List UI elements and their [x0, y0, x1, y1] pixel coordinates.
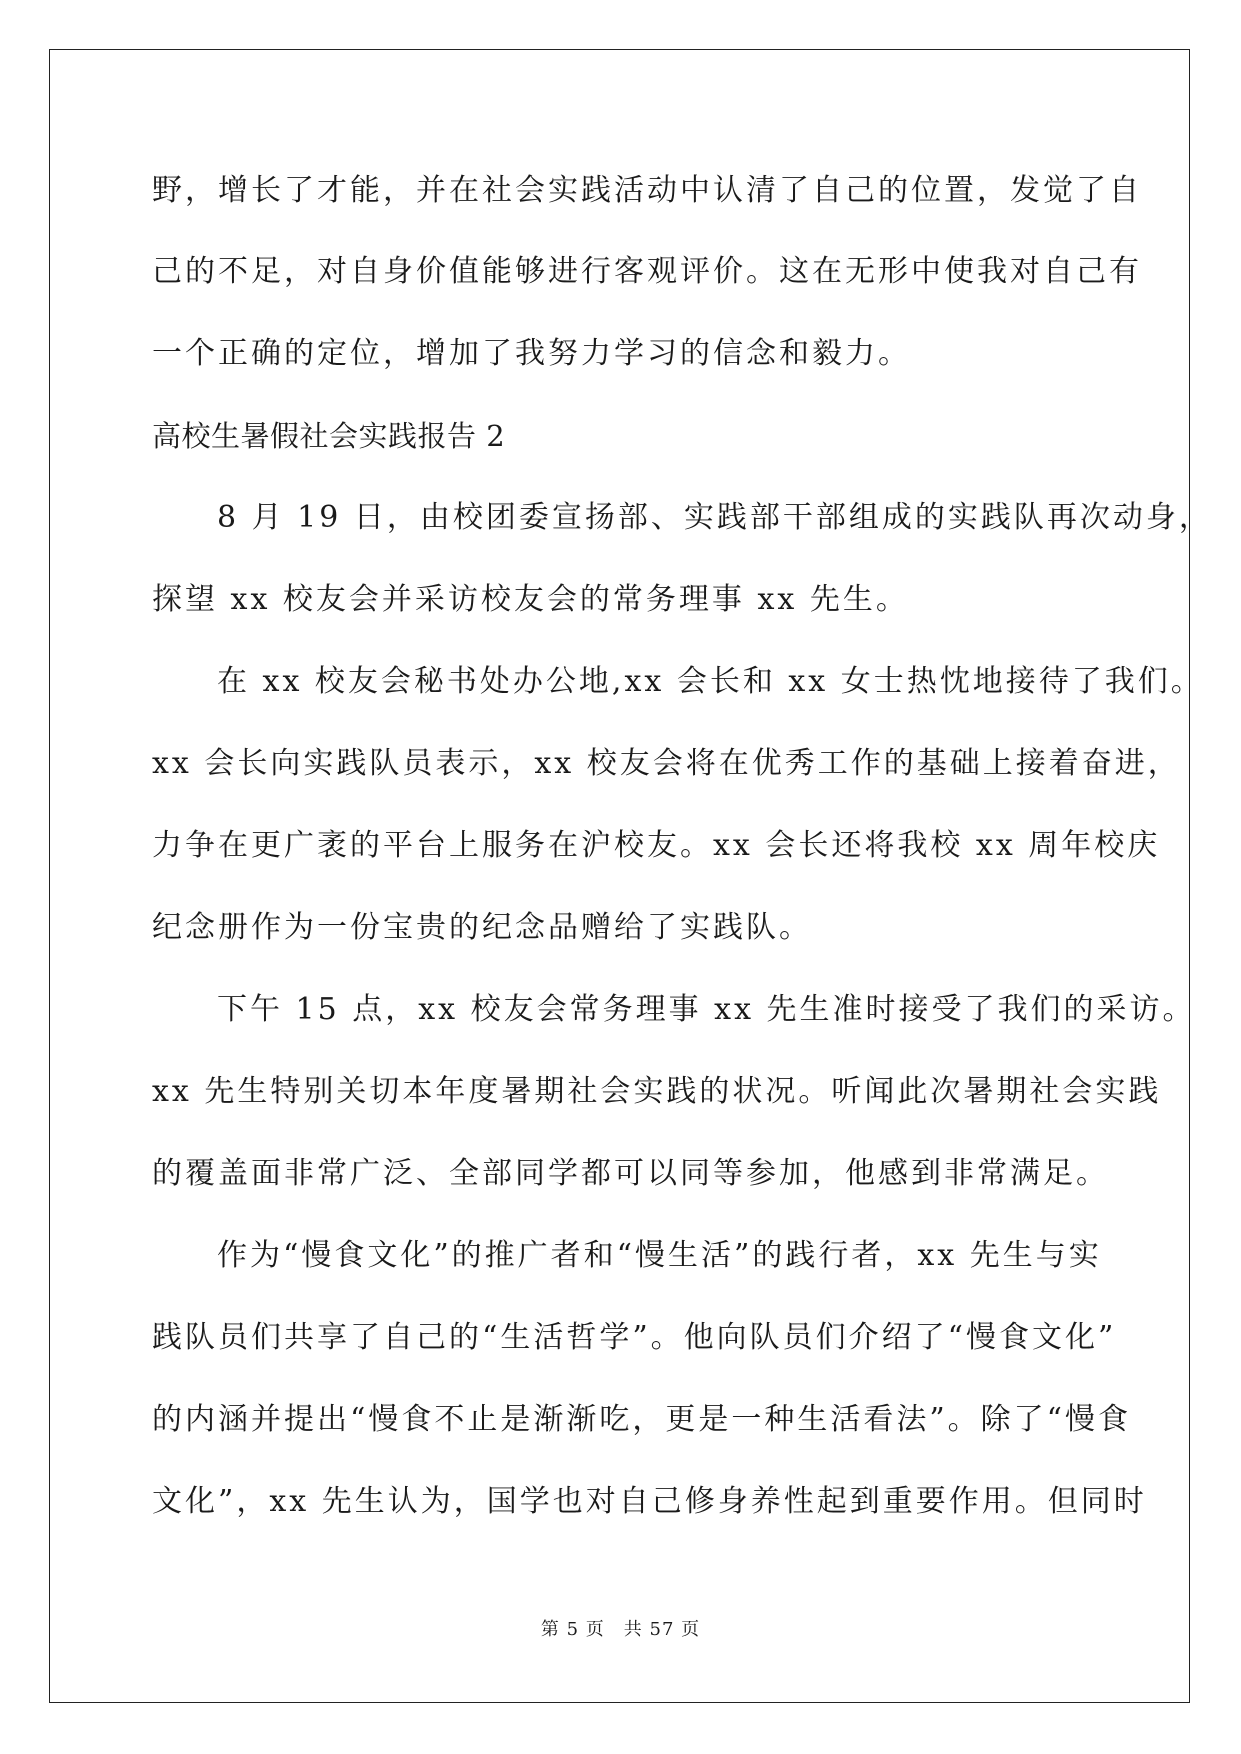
page-number-footer: 第 5 页 共 57 页: [540, 1619, 701, 1640]
body-line: 的覆盖面非常广泛、全部同学都可以同等参加，他感到非常满足。: [152, 1156, 1109, 1191]
body-line: xx 先生特别关切本年度暑期社会实践的状况。听闻此次暑期社会实践: [152, 1074, 1162, 1109]
body-line: 作为“慢食文化”的推广者和“慢生活”的践行者，xx 先生与实: [217, 1238, 1102, 1273]
body-line: 8 月 19 日，由校团委宣扬部、实践部干部组成的实践队再次动身，: [217, 500, 1212, 535]
body-line: 一个正确的定位，增加了我努力学习的信念和毅力。: [152, 336, 911, 371]
page-border: [49, 49, 1190, 1703]
body-line: 野，增长了才能，并在社会实践活动中认清了自己的位置，发觉了自: [152, 173, 1142, 208]
body-line: 文化”，xx 先生认为，国学也对自己修身养性起到重要作用。但同时: [152, 1484, 1147, 1519]
body-line: 践队员们共享了自己的“生活哲学”。他向队员们介绍了“慢食文化”: [152, 1320, 1117, 1355]
body-line: xx 会长向实践队员表示，xx 校友会将在优秀工作的基础上接着奋进，: [152, 746, 1181, 781]
body-line: 的内涵并提出“慢食不止是渐渐吃，更是一种生活看法”。除了“慢食: [152, 1402, 1132, 1437]
body-line: 探望 xx 校友会并采访校友会的常务理事 xx 先生。: [152, 582, 909, 617]
body-line: 纪念册作为一份宝贵的纪念品赠给了实践队。: [152, 910, 812, 945]
body-line: 力争在更广袤的平台上服务在沪校友。xx 会长还将我校 xx 周年校庆: [152, 828, 1161, 863]
body-line: 下午 15 点，xx 校友会常务理事 xx 先生准时接受了我们的采访。: [217, 992, 1196, 1027]
body-line: 己的不足，对自身价值能够进行客观评价。这在无形中使我对自己有: [152, 254, 1142, 289]
section-heading: 高校生暑假社会实践报告 2: [152, 419, 506, 453]
body-line: 在 xx 校友会秘书处办公地,xx 会长和 xx 女士热忱地接待了我们。: [217, 664, 1204, 699]
